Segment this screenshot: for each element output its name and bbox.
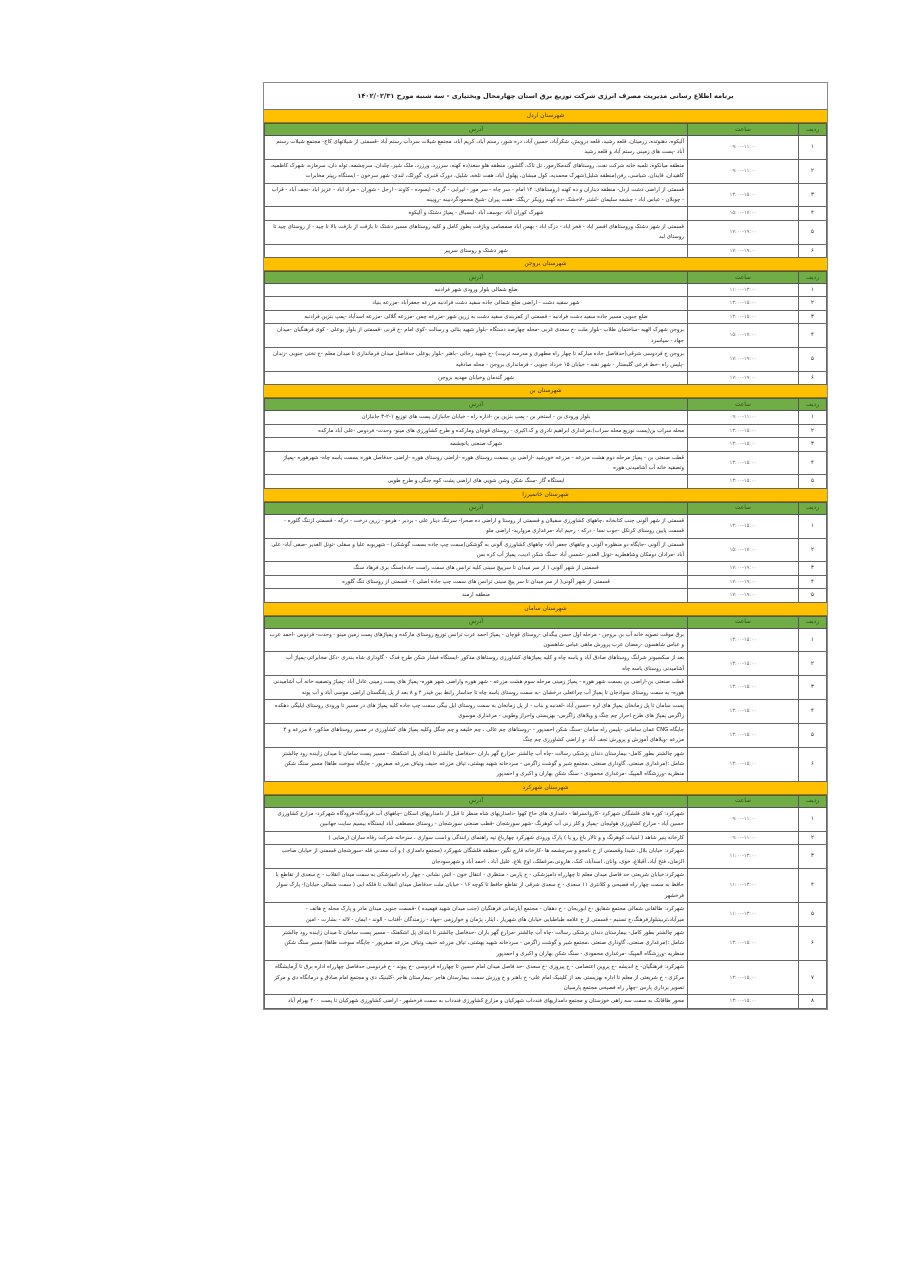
- outage-time: ۱۳:۰۰-۱۵:۰۰: [688, 424, 799, 437]
- row-number: ۱: [799, 284, 827, 297]
- column-header-address: آدرس: [265, 795, 688, 807]
- table-header-row: [265, 272, 827, 284]
- row-number: ۶: [799, 926, 827, 960]
- outage-address: شهرک صنعتی یانچشمه: [265, 438, 688, 451]
- table-row: [265, 868, 827, 902]
- outage-address: آلیکوه، دهنوتده، زرمیتان، قلعه رشید، قلعه درویش، شکرآباد، حسین آباد، دره شور، رستم آباد، کریم آباد، مجتمع شیلات سردآب رستم آباد -قسمتی از شیلاتهای کاج- مجتمع شیلات رستم آباد -پست های زمینی رستم آباد و قلعه رشید: [265, 136, 688, 160]
- row-number: ۴: [799, 324, 827, 348]
- city-section: [264, 782, 827, 1009]
- city-section-title: شهرستان بن: [264, 385, 827, 398]
- outage-time: ۰۹:۰۰-۱۱:۰۰: [688, 159, 799, 183]
- outage-time: ۱۷:۰۰-۱۹:۰۰: [688, 562, 799, 575]
- row-number: ۵: [799, 475, 827, 488]
- outage-time: ۱۱:۰۰-۱۳:۰۰: [688, 903, 799, 927]
- row-number: ۶: [799, 371, 827, 384]
- outage-address: پست سامان تا پل زمانخان پمپاژ های لره -حسین آباد -لغدنبه و بناب - از پل زمانخان به سمت روستای ایل بیگی سمت چپ جاده کلیه پمپاژ های در مسیر تا ورودی روستای ایلیگی دهکده زاگرس پمپاژ های طرح احراز چم چنگ و ویلاهای زاگرس- بهزیستی واحراز وطوبی - مرغداری موسوی: [265, 700, 688, 724]
- table-row: [265, 676, 827, 700]
- table-row: [265, 700, 827, 724]
- column-header-address: آدرس: [265, 272, 688, 284]
- outage-time: ۰۹:۰۰-۱۱:۰۰: [688, 831, 799, 844]
- outage-table: [264, 271, 827, 385]
- row-number: ۳: [799, 562, 827, 575]
- outage-address: شهرک کوران آباد -یوسف آباد -لیسیاق - پمپاژ دشتک و آلیکوه: [265, 207, 688, 220]
- row-number: ۵: [799, 903, 827, 927]
- outage-time: ۱۵:۰۰-۱۷:۰۰: [688, 538, 799, 562]
- table-header-row: [265, 502, 827, 514]
- outage-time: ۱۷:۰۰-۱۹:۰۰: [688, 371, 799, 384]
- column-header-address: آدرس: [265, 124, 688, 136]
- table-row: [265, 159, 827, 183]
- row-number: ۴: [799, 575, 827, 588]
- outage-time: ۱۳:۰۰-۱۵:۰۰: [688, 628, 799, 652]
- row-number: ۶: [799, 747, 827, 781]
- row-number: ۴: [799, 207, 827, 220]
- outage-time: ۱۳:۰۰-۱۵:۰۰: [688, 475, 799, 488]
- outage-time: ۱۷:۰۰-۱۹:۰۰: [688, 348, 799, 372]
- column-header-time: ساعت: [688, 399, 799, 411]
- row-number: ۴: [799, 868, 827, 902]
- table-row: [265, 284, 827, 297]
- row-number: ۲: [799, 652, 827, 676]
- table-row: [265, 244, 827, 257]
- outage-address: برق موقت تصویه خانه آب بن بروجن - مرحله اول حسن بیگدلی -روستای قوچان - پمپاژ احمد عرب ترانس توزیع روستای مارکده و پمپاژهای پست زمین مینو - وحدت- فردوس -احمد عرب و عباس شاهسون -رمضان عرب پرورش ماهی عباس شاهسون: [265, 628, 688, 652]
- city-section-title: شهرستان شهرکرد: [264, 782, 827, 795]
- outage-time: ۱۳:۰۰-۱۵:۰۰: [688, 183, 799, 207]
- city-section-title: شهرستان بروجن: [264, 258, 827, 271]
- outage-table: [264, 616, 827, 782]
- table-header-row: [265, 399, 827, 411]
- outage-address: محله سراب بن(پست توزیع محله سراب)،مرغداری ابراهیم نادری و ک.اکبری - روستای قوچان ومارکده و طرح کشاورزی های مینو- وحدت- فردوس -علی آباد مارکده: [265, 424, 688, 437]
- table-row: [265, 424, 827, 437]
- column-header-num: ردیف: [799, 124, 827, 136]
- outage-address: بعد از سکسیونر شرلنگ روستاهای صادق آباد و یاسه چاه و کلیه پمپاژهای کشاورزی روستاهای مذکور -ایستگاه فشار شکن طرح فدک - گاوداری شاه بندری -دکل مخابراتی-پمپاژ آب آشامیدنی روستای یاسه چاه: [265, 652, 688, 676]
- outage-address: ایستگاه گاز -سنگ شکن وشن شویی های اراضی پشت کوه جنگی و طرح طوبی: [265, 475, 688, 488]
- outage-address: قسمتی از آلونی -جایگاه دو منظوره آلونی و چاههای جعفر آباد- چاههای کشاورزی آلونی به گوشکی(سمت چپ جاده بسمت گوشکی) - شهریوبه علیا و سفلی -تونل الغدیر -صفی آباد- علی آباد -مرادان دومکان وشاهطریه -تونل الغدیر -شمس آباد -سنگ شکن ادیب، پمپاژ آب کره بس: [265, 538, 688, 562]
- row-number: ۲: [799, 538, 827, 562]
- outage-time: ۱۷:۰۰-۱۹:۰۰: [688, 589, 799, 602]
- city-section-title: شهرستان خانمیرزا: [264, 489, 827, 502]
- table-row: [265, 451, 827, 475]
- outage-time: ۱۳:۰۰-۱۵:۰۰: [688, 451, 799, 475]
- row-number: ۲: [799, 297, 827, 310]
- outage-time: ۰۹:۰۰-۱۱:۰۰: [688, 136, 799, 160]
- row-number: ۳: [799, 845, 827, 869]
- row-number: ۵: [799, 723, 827, 747]
- table-row: [265, 845, 827, 869]
- table-row: [265, 348, 827, 372]
- table-row: [265, 371, 827, 384]
- row-number: ۱: [799, 411, 827, 424]
- outage-time: ۱۷:۰۰-۱۹:۰۰: [688, 575, 799, 588]
- city-section-title: شهرستان سامان: [264, 603, 827, 616]
- column-header-time: ساعت: [688, 795, 799, 807]
- table-row: [265, 589, 827, 602]
- table-row: [265, 310, 827, 323]
- table-row: [265, 297, 827, 310]
- outage-time: ۱۷:۰۰-۱۹:۰۰: [688, 244, 799, 257]
- row-number: ۲: [799, 424, 827, 437]
- table-row: [265, 723, 827, 747]
- outage-time: ۱۳:۰۰-۱۵:۰۰: [688, 700, 799, 724]
- outage-address: قسمتی از شهر دشتک وروستاهای افسر اباد - فخر اباد - دزک اباد - بهمن اباد صمصامی وبازفت بطور کامل و کلیه روستاهای مسیر دشتک تا بازفت از بازفت بالا تا چید - از روستای چید تا روستای لبد: [265, 220, 688, 244]
- outage-time: ۱۳:۰۰-۱۵:۰۰: [688, 995, 799, 1008]
- table-row: [265, 183, 827, 207]
- outage-address: شهرکرد: خیابان بلال، شیدا وقسمتی از خ نامجو و سرچشمه ها -کارخانه قارچ نگین -منطقه فلشگان شهرکرد (مجتمع دامداری ) و آب معدنی قله -سورشجان قسمتی از خیابان صاحب الزمان، فتح آباد، آقبلاغ، خوی، وانان، اسدآباد، کنک، هارونی،مرغملک، اوج بلاغ، علیل آباد ، احمد آباد و شهرسودجان: [265, 845, 688, 869]
- outage-time: ۱۳:۰۰-۱۵:۰۰: [688, 652, 799, 676]
- row-number: ۱: [799, 514, 827, 538]
- outage-address: شهر گندمان وخیابان مهدیه بروجن: [265, 371, 688, 384]
- table-header-row: [265, 124, 827, 136]
- column-header-address: آدرس: [265, 502, 688, 514]
- outage-address: شهر چالشتر بطور کامل- بیمارستان دندان پزشکی رسالت -چاه آب چالشتر -مزارع گهر باران -حدفاصل چالشتر تا ابتدای پل اشکفتک - مسیر پست سامان تا میدان زاینده رود چالشتر شامل :(مرغداری صنعتی، گاوداری صنعتی ،مجتمع شیر و گوشت زاگرس - سردخانه شهید بهشتی، تیاف مزرعه حنیف وتیاف مزرعه صفرپور - جایگاه سوخت طاها) مسیر سنگ شکن منظریه -ورزشگاه المپیک -مرغداری محمودی - سنگ شکن بهاران و اکبری و احمدپور: [265, 747, 688, 781]
- table-header-row: [265, 616, 827, 628]
- column-header-time: ساعت: [688, 616, 799, 628]
- row-number: ۸: [799, 995, 827, 1008]
- table-row: [265, 652, 827, 676]
- outage-table: [264, 123, 827, 258]
- column-header-num: ردیف: [799, 502, 827, 514]
- column-header-time: ساعت: [688, 124, 799, 136]
- outage-table: [264, 502, 827, 603]
- column-header-num: ردیف: [799, 399, 827, 411]
- outage-address: شهرکرد:خیابان شریعتی حد فاصل میدان معلم تا چهارراه دامپزشکی - خ پارس - منتظری - انتقال خون - اتش نشانی - چهار راه دامپزشکی به سمت میدان انقلاب - خ سعدی از تقاطع با حافظ به سمت چهار راه فصیحی و کلانتری ۱۱ سعدی - خ سعدی شرقی از تقاطع حافظ تا کوچه ۱۶ - خیابان ملت حدفاصل میدان انقلاب تا فلکه ابی ( سمت شمالی خیابان)- پارک سوار فرخشهر: [265, 868, 688, 902]
- table-row: [265, 903, 827, 927]
- outage-time: ۱۳:۰۰-۱۵:۰۰: [688, 310, 799, 323]
- column-header-num: ردیف: [799, 795, 827, 807]
- table-row: [265, 324, 827, 348]
- row-number: ۵: [799, 348, 827, 372]
- table-row: [265, 475, 827, 488]
- outage-time: ۱۳:۰۰-۱۵:۰۰: [688, 438, 799, 451]
- outage-address: شهر دشتک و روستای سرپیر: [265, 244, 688, 257]
- row-number: ۳: [799, 676, 827, 700]
- outage-time: ۱۵:۰۰-۱۷:۰۰: [688, 207, 799, 220]
- outage-address: شهرکرد: طالقانی شمالی مجتمع شقایق -خ ابوریحان - خ دهقان - مجتمع آپارتمانی فرهنگیان (جنب میدان شهید فهمیده ) -قسمت جنوبی میدان مادر و پارک محله خ هاتف - میرآباد،تربیتبلوارفرهنگ،خ تسنیم - قسمتی از خ علامه طباطبایی خیابان های شهریار ، ایثار، پژمان و خوارزمی -جهاد - رزمندگان -آفتاب - الوند - ایمان - لاله - بشارت - امین: [265, 903, 688, 927]
- row-number: ۵: [799, 220, 827, 244]
- row-number: ۳: [799, 183, 827, 207]
- table-row: [265, 926, 827, 960]
- table-row: [265, 747, 827, 781]
- row-number: ۵: [799, 589, 827, 602]
- document-title: برنامه اطلاع رسانی مدیریت مصرف انرژی شرکت توزیع برق استان چهارمحال وبختیاری - سه شنبه مورخ ۱۴۰۲/۰۲/۳۱: [264, 83, 827, 110]
- outage-address: منطقه میانکوه، تلمبه خانه شرکت نفت، روستاهای گندمکارمور، تل تاک، گلشور، منطقه هلو سعد(ده کهنه، سرزرد، ورزرد، ملک شیر، چلدان، سرچشمه، توله دان، سرمازه، شهرک کاظمیه، کاهیدان، قایدان، شیاسی، رفن(منطقه شلیل(شهرک محمدیه، کول میشان، پهلول آباد، هفت تلخه، شلیل، دورک قنبری، گورلک، لندی- شهر سرخون - ایستگاه رپیتر مخابرات: [265, 159, 688, 183]
- table-row: [265, 562, 827, 575]
- outage-time: ۱۱:۰۰-۱۳:۰۰: [688, 845, 799, 869]
- outage-address: قسمتی از شهر آلونی ( از سر میدان تا سرپیچ سینی کلیه ترانس های سمت راست جاده)سنگ بری فرهاد سنگ: [265, 562, 688, 575]
- outage-address: قسمتی از اراضی دشت اردل- منطقه دیناران و ده کهنه (روستاهای: ۱۴ امام - سر چاه - سر مور - لیرابی - گری - ایسوده - کاوند - ارجل - شوران - مراد اباد - عزیز اباد -نجف آباد - قراب - چوبلان - عباس اباد - چشمه سلیمان -لشتر -لاخشک -ده کهنه رویکر -ریگک -هفت پیران -شیخ محمودگردبینه -رویینه: [265, 183, 688, 207]
- outage-time: ۱۷:۰۰-۱۹:۰۰: [688, 220, 799, 244]
- outage-address: شهرکرد: کوره های فلشگان شهرکرد -کاروانسراها - دامداری های حاج کهوا -دامداریهای شاه منظر تا قبل از دامداریهای اسکان -چاههای آب فرودگاه-فرودگاه شهرکرد- مزارع کشاورزی حسین آباد - مزارع کشاورزی هولیجان -پمپاژ و کلر زنی آب کوهرنگ -شهر سورشجان -قطب صنعتی سورشجان - روستای مصطفی آباد ایستگاه بیسیم سایت جهانبین: [265, 807, 688, 831]
- table-row: [265, 220, 827, 244]
- column-header-time: ساعت: [688, 502, 799, 514]
- table-row: [265, 575, 827, 588]
- table-row: [265, 207, 827, 220]
- row-number: ۳: [799, 438, 827, 451]
- outage-address: شهر سفید دشت - اراضی ضلع شمالی جاده سفید دشت فرادنبه مزرعه جعفرآباد -مزرعه بنیاد: [265, 297, 688, 310]
- table-header-row: [265, 795, 827, 807]
- row-number: ۳: [799, 310, 827, 323]
- city-section: [264, 489, 827, 603]
- column-header-address: آدرس: [265, 399, 688, 411]
- outage-address: قطب صنعتی بن - پمپاژ مرحله دوم هشت مزرعه - مزرعه خورشید -اراضی بن بسمت روستای هوره -اراضی روستای هوره -اراضی حدفاصل هوره بسمت یاسه چاه- شهرهوره -پمپاژ وتصفیه خانه آب آشامیدنی هوره: [265, 451, 688, 475]
- table-row: [265, 807, 827, 831]
- column-header-num: ردیف: [799, 272, 827, 284]
- outage-time: ۱۳:۰۰-۱۵:۰۰: [688, 297, 799, 310]
- outage-table: [264, 398, 827, 488]
- outage-address: محور طاقانک به سمت سه راهی خوزستان و مجتمع دامداریهای فندداب شهرکیان و مزارع کشاورزی فندداب به سمت فرخشهر - اراضی کشاورزی شهرکیان تا پست ۴۰۰ بهرام آباد: [265, 995, 688, 1008]
- row-number: ۷: [799, 961, 827, 995]
- outage-address: بروجن خ فردوسی شرقی(حدفاصل جاده مبارکه تا چهار راه مطهری و مدرسه تربیت) -خ شهید رجائی -باهنر -بلوار بوعلی حدفاصل میدان فرمانداری تا میدان معلم -خ تختی جنوبی -زندان -پلیس راه -خط فرعی گلبستار - شهر نقنه - خیابان ۱۵ خرداد جنوبی - فرمانداری بروجن - محله صادقیه: [265, 348, 688, 372]
- city-section-title: شهرستان اردل: [264, 110, 827, 123]
- outage-address: کارخانه پنیر شاهد ( لبنیات کوهرنگ و و تالار باغ رو یا ) پارک ورودی شهرکرد چهارباغ تپه راهنمای رانندگی و اسب سواری ، سرخانه شرکت رفاه سازان (رضایی ): [265, 831, 688, 844]
- row-number: ۴: [799, 700, 827, 724]
- column-header-address: آدرس: [265, 616, 688, 628]
- row-number: ۲: [799, 831, 827, 844]
- outage-address: ضلع جنوبی مسیر جاده سفید دشت فرادنبه - قسمتی از کمربندی سفید دشت به زرین شهر -مزرعه چمن -مزرعه گلالی -مزرعه اسدآباد -پمپ بنزین فرادنبه: [265, 310, 688, 323]
- outage-time: ۰۹:۰۰-۱۱:۰۰: [688, 411, 799, 424]
- outage-address: شهرکرد: فرهنگیان- خ اندیشه -خ پروین اعتصامی - خ پیروزی -خ سعدی -حد فاصل میدان امام حسین تا چهارراه فردوسی -خ پیوند - خ فردوسی حدفاصل چهارراه اداره برق تا آزمایشگاه مرکزی - خ شریعتی از معلم تا اداره بهزیستی بعد از کلینیک امام علی- خ باهنر و خ ورزش سمت بیمارستان هاجر -بیمارستان هاجر -کلینیک دی و مجتمع امام صادق و درمانگاه دی و مرکز تصویر برداری پارس -چهار راه فصیحی مجتمع پارسیان: [265, 961, 688, 995]
- outage-time: ۰۹:۰۰-۱۱:۰۰: [688, 807, 799, 831]
- column-header-num: ردیف: [799, 616, 827, 628]
- table-row: [265, 438, 827, 451]
- outage-address: قسمتی از شهر آلونی جنب کتابخانه ،چاههای کشاورزی سفیلان و قسمتی از روستا و اراضی ده صحرا- سرتنگ دینار علی - بردبر - هرمو - زرین درخت - درکه - قسمتی ازتنگ گلوره - قسمت پایین روستای کرتکل -جوب نسا - درکه - رحیم اباد -مرغداری مروارید- اراضی ملو: [265, 514, 688, 538]
- table-row: [265, 411, 827, 424]
- outage-time: ۱۳:۰۰-۱۵:۰۰: [688, 514, 799, 538]
- outage-address: ضلع شمالی بلوار ورودی شهر فرادنبه: [265, 284, 688, 297]
- column-header-time: ساعت: [688, 272, 799, 284]
- outage-address: جایگاه CNG عمان سامانی -پلیس راه سامان -سنگ شکن احمدپور - -روستاهای چم عالی ، چم خلیفه و چم جنگل وکلیه پمپاژ های کشاورزی در مسیر روستاهای مذکور- ۸ مزرعه و ۴ مزرعه -ویلاهای آموزش و پرورش نجف آباد -و اراضی کشاورزی چم چنگ: [265, 723, 688, 747]
- table-row: [265, 831, 827, 844]
- outage-address: بروجن شهرک الهیه -ساختمان طلاب -بلوار ملت -خ سعدی غربی -محله چهارصد دستگاه -بلوار شهید بنائی و رسالت -کوی امام -خ قرنی -قسمتی از بلوار بوعلی - کوی فرهنگیان -میدان جهاد - سیاسرد: [265, 324, 688, 348]
- outage-time: ۱۳:۰۰-۱۵:۰۰: [688, 723, 799, 747]
- outage-address: قطب صنعتی بن-اراضی بن بسمت شهر هوره - پمپاژ زمینی مرحله سوم هشت مزرعه - شهر هوره واراضی شهر هوره- پمپاژ های پست زمینی عادل آباد -پمپاژ وتصفیه خانه آب آشامیدنی هوره- به سمت روستای سوادجان تا پمپاژ آب چراغعلی درخشان -به سمت روستای یاسه چاه تا جداساز رابط بین فیدر ۴ و ۸ بعد از پل پلنگستان اراضی موسی آباد و آب پونه: [265, 676, 688, 700]
- table-row: [265, 538, 827, 562]
- row-number: ۲: [799, 159, 827, 183]
- table-row: [265, 961, 827, 995]
- outage-table: [264, 795, 827, 1009]
- outage-address: بلوار ورودی بن - استخر بن - پمپ بنزین بن -اداره راه - خیابان جانبازان پست های توزیع ۱-۲-۳ جانبازان: [265, 411, 688, 424]
- schedule-sheet: [263, 82, 828, 1010]
- outage-time: ۱۳:۰۰-۱۵:۰۰: [688, 961, 799, 995]
- row-number: ۴: [799, 451, 827, 475]
- outage-time: ۱۱:۰۰-۱۳:۰۰: [688, 284, 799, 297]
- row-number: ۱: [799, 807, 827, 831]
- row-number: ۱: [799, 136, 827, 160]
- city-section: [264, 258, 827, 385]
- table-row: [265, 995, 827, 1008]
- outage-time: ۱۵:۰۰-۱۷:۰۰: [688, 324, 799, 348]
- row-number: ۶: [799, 244, 827, 257]
- outage-time: ۱۳:۰۰-۱۵:۰۰: [688, 747, 799, 781]
- table-row: [265, 514, 827, 538]
- outage-address: قسمتی از شهر آلونی( از سر میدان تا سر پیچ سینی ترانس های سمت چپ جاده اصلی ) - قسمتی از روستای تنگ گلوره: [265, 575, 688, 588]
- sections-container: [264, 110, 827, 1009]
- city-section: [264, 110, 827, 258]
- outage-time: ۱۳:۰۰-۱۵:۰۰: [688, 926, 799, 960]
- table-row: [265, 628, 827, 652]
- city-section: [264, 385, 827, 488]
- outage-time: ۱۱:۰۰-۱۳:۰۰: [688, 868, 799, 902]
- row-number: ۱: [799, 628, 827, 652]
- outage-address: منطقه ارمند: [265, 589, 688, 602]
- city-section: [264, 603, 827, 782]
- table-row: [265, 136, 827, 160]
- outage-time: ۱۳:۰۰-۱۵:۰۰: [688, 676, 799, 700]
- outage-address: شهر چالشتر بطور کامل- بیمارستان دندان پزشکی رسالت -چاه آب چالشتر -مزارع گهر باران -حدفاصل چالشتر تا ابتدای پل اشکفتک - مسیر پست سامان تا میدان زاینده رود چالشتر شامل :(مرغداری صنعتی، گاوداری صنعتی ،مجتمع شیر و گوشت زاگرس - سردخانه شهید بهشتی، تیاف مزرعه حنیف وتیاف مزرعه صفرپور - جایگاه سوخت طاها) مسیر سنگ شکن منظریه -ورزشگاه المپیک -مرغداری محمودی - سنگ شکن بهاران و اکبری و احمدپور: [265, 926, 688, 960]
